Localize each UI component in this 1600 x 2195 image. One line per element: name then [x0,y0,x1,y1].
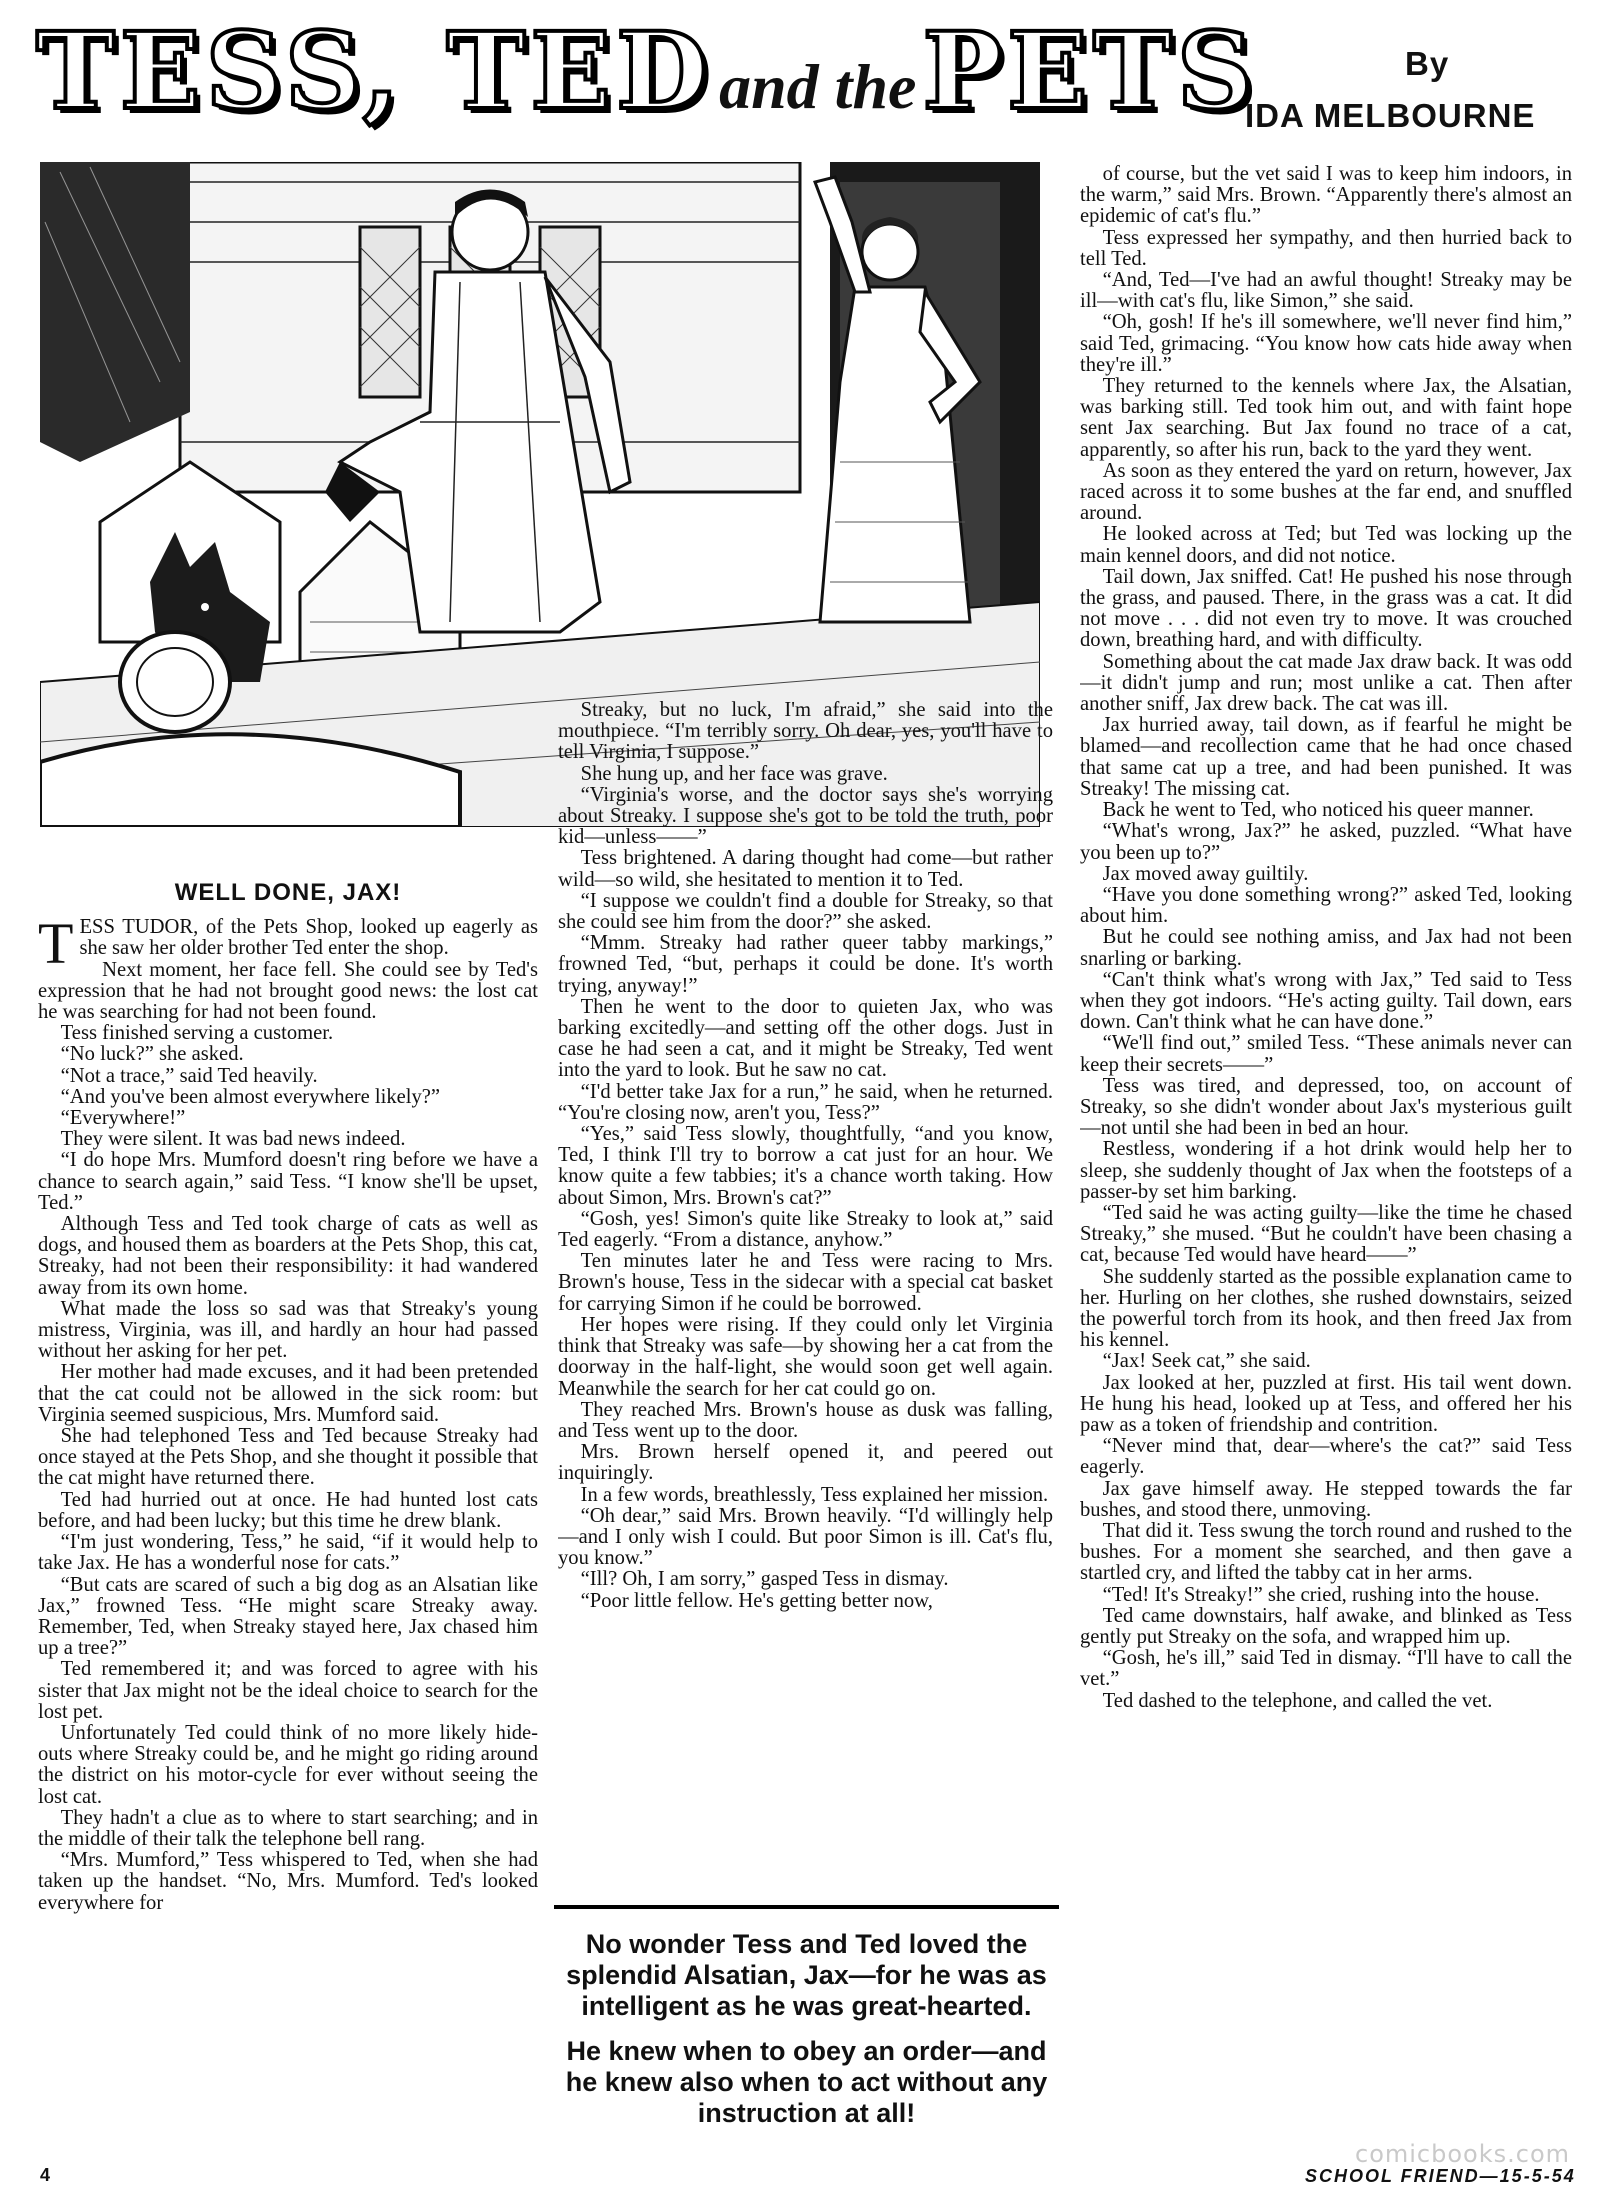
paragraph: In a few words, breathlessly, Tess explained her mission. [580,1483,1049,1506]
paragraph: “Never mind that, dear—where's the cat?” said Tess eagerly. [1080,1435,1572,1479]
paragraph: Jax looked at her, puzzled at first. His tail went down. He hung his head, looked up at Tess, and offered her his paw as a token of friendship and contrition. [1080,1371,1572,1436]
column-2-body [558,700,1053,1612]
paragraph: As soon as they entered the yard on return, however, Jax raced across it to some bushes at the far end, and snuffled around. [1080,459,1572,525]
paragraph: “Have you done something wrong?” asked Ted, looking about him. [1080,883,1572,928]
promo-paragraph-1: No wonder Tess and Ted loved the splendid Alsatian, Jax—for he was as intelligent as he was great-hearted. [566,1929,1047,2021]
paragraph: of course, but the vet said I was to keep him indoors, in the warm,” said Mrs. Brown. “Apparently there's almost an epidemic of cat's flu.” [1080,164,1572,228]
drop-cap: T [38,911,74,977]
issue-footer: SCHOOL FRIEND—15-5-54 [1305,2166,1576,2186]
paragraph: “Oh, gosh! If he's ill somewhere, we'll never find him,” said Ted, grimacing. “You know how cats hide away when they're ill.” [1080,311,1572,376]
paragraph: “I'd better take Jax for a run,” he said, when he returned. “You're closing now, aren't you, Tess?” [558,1080,1053,1124]
paragraph: Tess expressed her sympathy, and then hurried back to tell Ted. [1080,226,1572,270]
paragraph: Mrs. Brown herself opened it, and peered out inquiringly. [558,1441,1053,1485]
paragraph: Unfortunately Ted could think of no more likely hide-outs where Streaky could be, and he might go riding around the district on his motor-cycle for ever without seeing the lost cat. [38,1721,538,1808]
text-column-1 [38,882,538,2172]
promo-paragraph-2: He knew when to obey an order—and he knew also when to act without any instruction at all! [565,2036,1048,2128]
paragraph: “Jax! Seek cat,” she said. [1102,1350,1311,1373]
paragraph: “Gosh, yes! Simon's quite like Streaky to look at,” said Ted eagerly. “From a distance, anyhow.” [558,1207,1053,1252]
paragraph: “Poor little fellow. He's getting better now, [580,1589,933,1612]
paragraph: Her hopes were rising. If they could only let Virginia think that Streaky was safe—by showing her a cat from the doorway in the half-light, she would soon get well again. Meanwhile the search for her cat could go on. [558,1313,1053,1400]
paragraph: She hung up, and her face was grave. [580,762,888,785]
paragraph: Next moment, her face fell. She could see by Ted's expression that he had not brought good news: the lost cat he was searching for had not been found. [38,958,538,1024]
paragraph: Her mother had made excuses, and it had been pretended that the cat could not be allowed in the sick room: but Virginia seemed suspicious, Mrs. Mumford said. [38,1361,538,1426]
column-3-body [1080,164,1572,1712]
paragraph: She had telephoned Tess and Ted because Streaky had once stayed at the Pets Shop, and she thought it possible that the cat might have returned there. [38,1425,538,1490]
paragraph: Then he went to the door to quieten Jax, who was barking excitedly—and setting off the other dogs. Just in case he had seen a cat, and it might be Streaky, Ted went into the yard to look. But he saw no cat. [558,995,1053,1082]
paragraph: “No luck?” she asked. [60,1043,244,1066]
section-heading: WELL DONE, JAX! [174,882,402,906]
page-number: 4 [40,2165,51,2185]
paragraph: “Oh dear,” said Mrs. Brown heavily. “I'd willingly help—and I only wish I could. But poor Simon is ill. Cat's flu, you know.” [558,1504,1053,1570]
paragraph: “We'll find out,” smiled Tess. “These animals never can keep their secrets——” [1080,1032,1572,1076]
paragraph: That did it. Tess swung the torch round and rushed to the bushes. For a moment she searched, and then gave a startled cry, and lifted the tabby cat in her arms. [1080,1520,1572,1585]
paragraph: “I suppose we couldn't find a double for Streaky, so that she could see him from the door?” she asked. [558,889,1053,934]
first-paragraph [38,911,538,977]
paragraph: He looked across at Ted; but Ted was locking up the main kennel doors, and did not notice. [1080,523,1572,567]
paragraph: They returned to the kennels where Jax, the Alsatian, was barking still. Ted took him out, and with faint hope sent Jax searching. But Jax found no trace of a cat, apparently, so after his run, back to the yard they went. [1080,375,1572,461]
story-title [36,8,1259,133]
paragraph: “Mmm. Streaky had rather queer tabby markings,” frowned Ted, “but, perhaps it could be done. It's worth trying, anyway!” [558,932,1053,997]
paragraph: Jax hurried away, tail down, as if fearful he might be blamed—and recollection came that he had once chased that same cat up a tree, and had been punished. It was Streaky! The missing cat. [1080,714,1572,800]
paragraph: “I do hope Mrs. Mumford doesn't ring before we have a chance to search again,” said Tess. “I know she'll be upset, Ted.” [38,1149,538,1214]
paragraph: Ten minutes later he and Tess were racing to Mrs. Brown's house, Tess in the sidecar with a special cat basket for carrying Simon if he could be borrowed. [558,1250,1053,1315]
paragraph: “Not a trace,” said Ted heavily. [60,1064,318,1087]
first-paragraph-text: ESS TUDOR, of the Pets Shop, looked up eagerly as she saw her older brother Ted enter the shop. [79,916,538,960]
paragraph: Jax gave himself away. He stepped towards the far bushes, and stood there, unmoving. [1080,1477,1572,1521]
paragraph: They hadn't a clue as to where to start searching; and in the middle of their talk the telephone bell rang. [38,1806,538,1850]
byline [1245,38,1535,142]
paragraph: Tail down, Jax sniffed. Cat! He pushed his nose through the grass, and paused. There, in the grass was a cat. It did not move . . . did not even try to move. It was crouched down, breathing hard, and with difficulty. [1080,565,1572,652]
paragraph: “I'm just wondering, Tess,” he said, “if it would help to take Jax. He has a wonderful nose for cats.” [38,1531,538,1575]
text-column-2 [558,700,1053,1885]
paragraph: Tess was tired, and depressed, too, on account of Streaky, so she didn't wonder about Jax's mysterious guilt—not until she had been in bed an hour. [1080,1074,1572,1140]
paragraph: Tess finished serving a customer. [60,1022,334,1045]
paragraph: Although Tess and Ted took charge of cats as well as dogs, and housed them as boarders at the Pets Shop, this cat, Streaky, had not been their responsibility: it had wandered away from its own home. [38,1213,538,1299]
paragraph: “Ted! It's Streaky!” she cried, rushing into the house. [1102,1583,1540,1606]
paragraph: “Ill? Oh, I am sorry,” gasped Tess in dismay. [580,1568,949,1591]
paragraph: “Gosh, he's ill,” said Ted in dismay. “I'll have to call the vet.” [1080,1647,1572,1691]
paragraph: Jax moved away guiltily. [1102,862,1309,885]
paragraph: “Everywhere!” [60,1107,186,1130]
byline-author: IDA MELBOURNE [1245,97,1536,134]
masthead [30,8,1575,153]
title-part-2: and the [719,51,917,122]
title-part-1: TESS, TED [36,8,714,133]
promo-box [554,1905,1059,2145]
paragraph: Something about the cat made Jax draw back. It was odd—it didn't jump and run; most unlike a cat. Then after another sniff, Jax drew back. The cat was ill. [1080,650,1572,716]
paragraph: They reached Mrs. Brown's house as dusk was falling, and Tess went up to the door. [558,1398,1053,1442]
paragraph: Back he went to Ted, who noticed his queer manner. [1102,799,1534,822]
paragraph: But he could see nothing amiss, and Jax had not been snarling or barking. [1080,926,1572,970]
paragraph: “And, Ted—I've had an awful thought! Streaky may be ill—with cat's flu, like Simon,” she said. [1080,269,1572,313]
paragraph: Tess brightened. A daring thought had come—but rather wild—so wild, she hesitated to mention it to Ted. [558,847,1053,891]
paragraph: Ted had hurried out at once. He had hunted lost cats before, and had been lucky; but this time he drew blank. [38,1488,538,1532]
paragraph: “But cats are scared of such a big dog as an Alsatian like Jax,” frowned Tess. “He might scare Streaky away. Remember, Ted, when Streaky stayed here, Jax chased him up a tree?” [38,1573,538,1660]
paragraph: Ted came downstairs, half awake, and blinked as Tess gently put Streaky on the sofa, and wrapped him up. [1080,1604,1572,1649]
paragraph: Restless, wondering if a hot drink would help her to sleep, she suddenly thought of Jax when the footsteps of a passer-by set him barking. [1080,1138,1572,1203]
paragraph: “Can't think what's wrong with Jax,” Ted said to Tess when they got indoors. “He's acting guilty. Tail down, ears down. Can't think what he can have done.” [1080,968,1572,1034]
paragraph: They were silent. It was bad news indeed. [60,1128,406,1151]
paragraph: “Mrs. Mumford,” Tess whispered to Ted, when she had taken up the handset. “No, Mrs. Mumford. Ted's looked everywhere for [38,1849,538,1914]
title-part-3: PETS [922,8,1259,133]
paragraph: “And you've been almost everywhere likely?” [60,1085,441,1108]
paragraph: Ted remembered it; and was forced to agree with his sister that Jax might not be the ideal choice to search for the lost pet. [38,1658,538,1723]
paragraph: She suddenly started as the possible explanation came to her. Hurling on her clothes, she rushed downstairs, seized the powerful torch from its hook, and then freed Jax from his kennel. [1080,1265,1572,1352]
text-column-3 [1080,164,1572,2164]
paragraph: Ted dashed to the telephone, and called the vet. [1102,1689,1493,1712]
watermark: comicbooks.com [1355,2140,1571,2168]
paragraph: “Ted said he was acting guilty—like the time he chased Streaky,” she mused. “But he couldn't have been chasing a cat, because Ted would have heard——” [1080,1201,1572,1267]
paragraph: “What's wrong, Jax?” he asked, puzzled. “What have you been up to?” [1080,820,1572,864]
paragraph: What made the loss so sad was that Streaky's young mistress, Virginia, was ill, and hardly an hour had passed without her asking for her pet. [38,1297,538,1363]
paragraph: “Virginia's worse, and the doctor says she's worrying about Streaky. I suppose she's got to be told the truth, poor kid—unless——” [558,783,1053,849]
byline-by: By [1405,45,1450,82]
paragraph: “Yes,” said Tess slowly, thoughtfully, “and you know, Ted, I think I'll try to borrow a cat just for an hour. We know quite a few tabbies; it's a chance worth taking. How about Simon, Mrs. Brown's cat?” [558,1123,1053,1209]
paragraph: Streaky, but no luck, I'm afraid,” she said into the mouthpiece. “I'm terribly sorry. Oh dear, yes, you'll have to tell Virginia, I suppose.” [558,700,1053,764]
column-1-body [38,960,538,1914]
